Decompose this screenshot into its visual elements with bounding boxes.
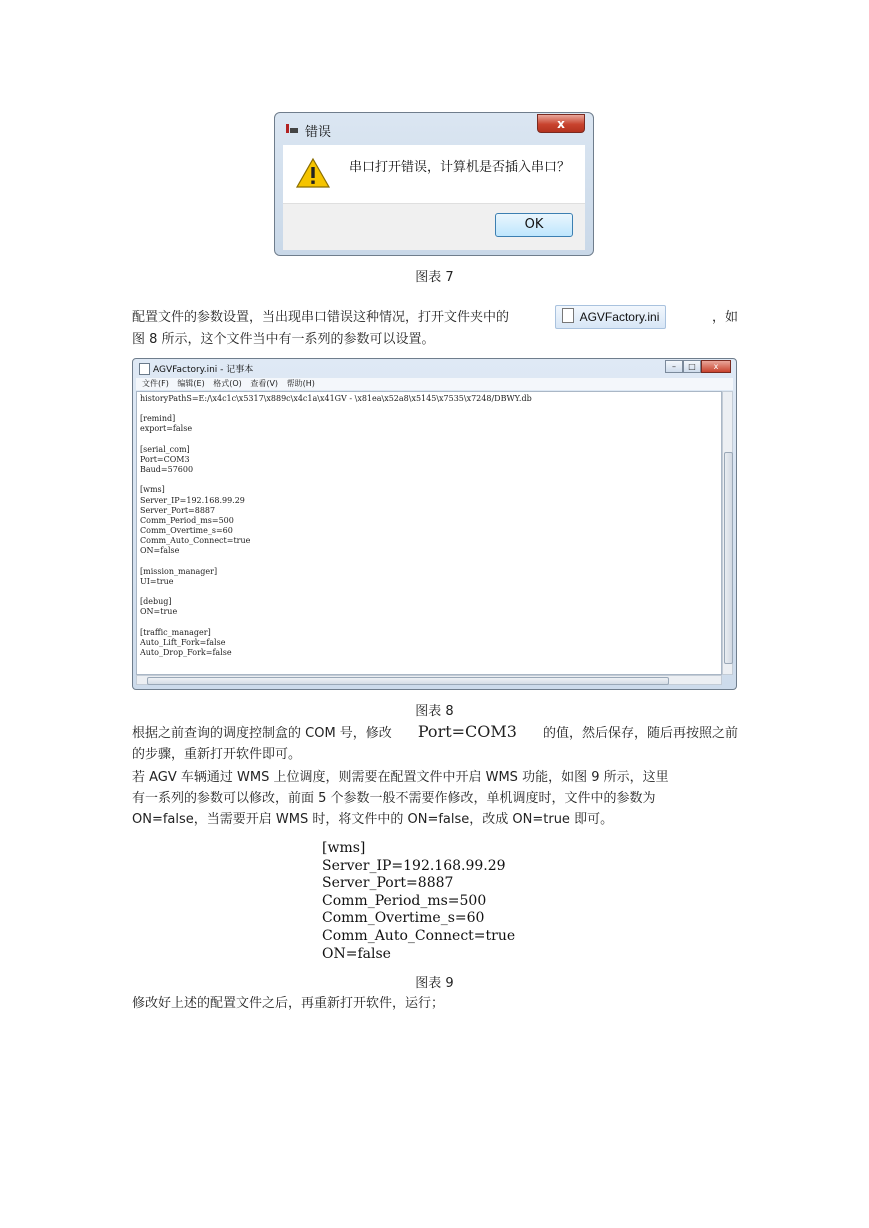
para2-part1: 根据之前查询的调度控制盒的 COM 号，修改 — [132, 726, 392, 741]
figure-caption-9: 图表 9 — [415, 976, 454, 991]
paragraph-restart: 修改好上述的配置文件之后，再重新打开软件，运行； — [132, 996, 445, 1011]
figure-caption-7: 图表 7 — [415, 270, 454, 285]
close-button[interactable]: x — [537, 114, 585, 133]
maximize-icon[interactable]: □ — [683, 360, 701, 373]
paragraph-port — [132, 721, 738, 765]
dialog-title: 错误 — [305, 125, 332, 140]
para1-text: 配置文件的参数设置，当出现串口错误这种情况，打开文件夹中的 — [132, 309, 510, 325]
app-icon — [285, 122, 299, 134]
menu-format[interactable]: 格式(O) — [213, 379, 242, 388]
notepad-icon — [139, 363, 150, 375]
notepad-window — [132, 358, 737, 690]
port-code: Port=COM3 — [417, 722, 517, 741]
ok-button[interactable]: OK — [495, 213, 573, 237]
dialog-body — [283, 145, 585, 203]
menu-help[interactable]: 帮助(H) — [286, 379, 315, 388]
para1-line2: 图 8 所示，这个文件当中有一系列的参数可以设置。 — [132, 332, 435, 347]
horizontal-scrollbar[interactable] — [136, 675, 722, 685]
figure-caption-8: 图表 8 — [415, 704, 454, 719]
paragraph-wms — [132, 767, 738, 830]
para1-tail: ，如 — [711, 309, 738, 325]
file-icon — [562, 308, 574, 323]
warning-icon — [295, 157, 331, 189]
menu-file[interactable]: 文件(F) — [142, 379, 169, 388]
menu-edit[interactable]: 编辑(E) — [177, 379, 205, 388]
vertical-scroll-thumb[interactable] — [724, 452, 733, 664]
file-name: AGVFactory.ini — [579, 310, 660, 324]
close-icon[interactable]: x — [701, 360, 731, 373]
minimize-icon[interactable]: – — [665, 360, 683, 373]
wms-config-snippet: [wms] Server_IP=192.168.99.29 Server_Port=8887 Comm_Period_ms=500 Comm_Overtime_s=60 Comm_Auto_Connect=true ON=false — [322, 840, 516, 962]
para2-line2: 的步骤，重新打开软件即可。 — [132, 747, 302, 762]
vertical-scrollbar[interactable] — [722, 391, 733, 675]
paragraph-config — [132, 305, 738, 350]
horizontal-scroll-thumb[interactable] — [147, 677, 669, 685]
notepad-title: AGVFactory.ini - 记事本 — [153, 365, 254, 375]
window-buttons — [665, 360, 731, 373]
para3-line1: 若 AGV 车辆通过 WMS 上位调度，则需要在配置文件中开启 WMS 功能，如图 9 所示，这里 — [132, 770, 669, 785]
dialog-titlebar — [275, 113, 593, 143]
ini-content: historyPathS=E:/\x4c1c\x5317\x889c\x4c1a\x41GV - \x81ea\x52a8\x5145\x7535\x7248/DBWY.db [remind] export=false [serial_com] Port=COM3 Baud=57600 [wms] Server_IP=192.168.99.29 Server_Port=8887 Comm_Period_ms=500 Comm_Overtime_s=60 Comm_Auto_Connect=true ON=false [mission_manager] UI=true [debug] ON=true [traffic_manager] Auto_Lift_Fork=false Auto_Drop_Fork=false — [140, 394, 532, 657]
dialog-footer — [283, 203, 585, 250]
menu-view[interactable]: 查看(V) — [250, 379, 279, 388]
file-icon-chip[interactable] — [555, 305, 667, 329]
menu-bar — [136, 378, 733, 390]
error-dialog — [274, 112, 594, 256]
text-editor[interactable] — [136, 391, 722, 675]
para2-part2: 的值，然后保存，随后再按照之前 — [542, 726, 738, 741]
para3-line2: 有一系列的参数可以修改，前面 5 个参数一般不需要作修改，单机调度时，文件中的参数为 — [132, 791, 656, 806]
para3-line3: ON=false，当需要开启 WMS 时，将文件中的 ON=false，改成 ON=true 即可。 — [132, 812, 614, 827]
dialog-message: 串口打开错误，计算机是否插入串口？ — [349, 160, 571, 175]
